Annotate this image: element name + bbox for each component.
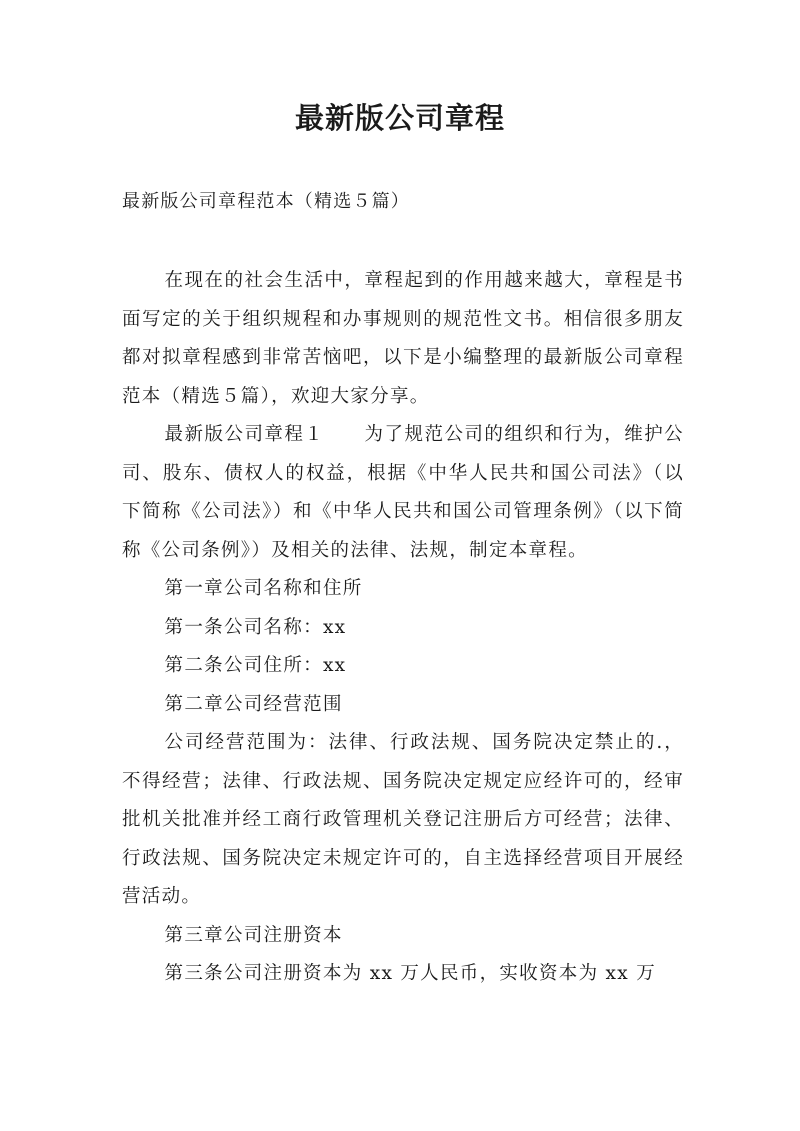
article3-paragraph: 第三条公司注册资本为 xx 万人民币，实收资本为 xx 万 bbox=[164, 963, 657, 984]
section1-body: 为了规范公司的组织和行为，维护公司、股东、债权人的权益，根据《中华人民共和国公司法》（以下简称《公司法》）和《中华人民共和国公司管理条例》（以下简称《公司条例》）及相关的法律、法规，制定本章程。 bbox=[122, 424, 684, 561]
chapter3-heading: 第三章公司注册资本 bbox=[164, 924, 343, 946]
chapter1-heading: 第一章公司名称和住所 bbox=[164, 578, 363, 599]
intro-paragraph: 在现在的社会生活中，章程起到的作用越来越大，章程是书面写定的关于组织规程和办事规则的规范性文书。相信很多朋友都对拟章程感到非常苦恼吧，以下是小编整理的最新版公司章程范本（精选５篇），欢迎大家分享。 bbox=[122, 270, 684, 407]
article1-paragraph: 第一条公司名称：xx bbox=[164, 616, 347, 638]
document-subtitle: 最新版公司章程范本（精选５篇） bbox=[122, 191, 410, 212]
document-title: 最新版公司章程 bbox=[294, 101, 505, 135]
section1-heading: 最新版公司章程１ bbox=[164, 424, 325, 445]
section1-paragraph bbox=[122, 416, 684, 570]
article2-paragraph: 第二条公司住所：xx bbox=[164, 655, 347, 676]
document-body bbox=[122, 262, 684, 994]
chapter2-heading: 第二章公司经营范围 bbox=[164, 693, 343, 715]
business-scope-paragraph: 公司经营范围为：法律、行政法规、国务院决定禁止的.，不得经营；法律、行政法规、国务院决定规定应经许可的，经审批机关批准并经工商行政管理机关登记注册后方可经营；法律、行政法规、国务院决定未规定许可的，自主选择经营项目开展经营活动。 bbox=[122, 732, 684, 907]
